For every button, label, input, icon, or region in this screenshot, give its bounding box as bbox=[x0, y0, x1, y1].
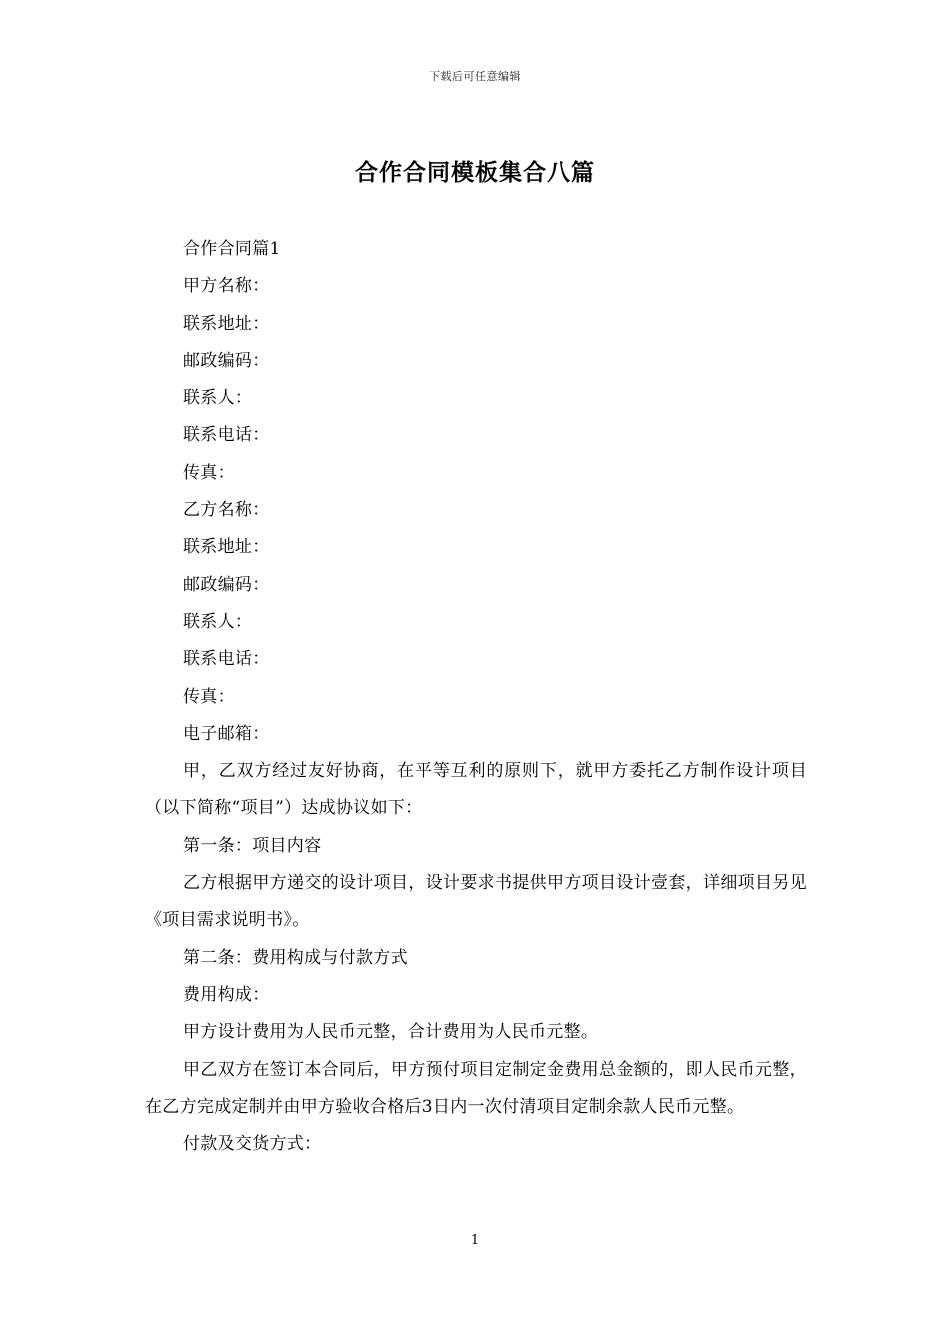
party-b-address-field: 联系地址： bbox=[183, 537, 270, 558]
document-title: 合作合同模板集合八篇 bbox=[355, 160, 595, 186]
section-heading: 合作合同篇1 bbox=[183, 239, 281, 259]
cost-structure-heading: 费用构成： bbox=[183, 984, 270, 1005]
payment-delivery-heading: 付款及交货方式： bbox=[183, 1134, 322, 1155]
party-a-fax-field: 传真： bbox=[183, 462, 235, 483]
party-a-address-field: 联系地址： bbox=[183, 313, 270, 334]
agreement-intro-paragraph: 甲，乙双方经过友好协商，在平等互利的原则下，就甲方委托乙方制作设计项目（以下简称“项目”）达成协议如下： bbox=[145, 761, 807, 819]
party-b-name-field: 乙方名称： bbox=[183, 500, 270, 521]
party-a-contact-field: 联系人： bbox=[183, 388, 253, 409]
cost-paragraph: 甲方设计费用为人民币元整，合计费用为人民币元整。 bbox=[183, 1022, 599, 1043]
party-b-contact-field: 联系人： bbox=[183, 611, 253, 632]
party-b-fax-field: 传真： bbox=[183, 686, 235, 707]
party-a-postcode-field: 邮政编码： bbox=[183, 350, 270, 371]
article-1-heading: 第一条：项目内容 bbox=[183, 835, 322, 856]
party-a-name-field: 甲方名称： bbox=[183, 276, 270, 297]
party-a-phone-field: 联系电话： bbox=[183, 425, 270, 446]
party-b-phone-field: 联系电话： bbox=[183, 649, 270, 670]
page-number: 1 bbox=[470, 1233, 480, 1248]
header-note: 下载后可任意编辑 bbox=[429, 70, 521, 83]
article-1-paragraph: 乙方根据甲方递交的设计项目，设计要求书提供甲方项目设计壹套，详细项目另见《项目需求说明书》。 bbox=[145, 873, 807, 931]
party-b-email-field: 电子邮箱： bbox=[183, 723, 270, 744]
document-body bbox=[145, 231, 807, 1163]
payment-terms-paragraph: 甲乙双方在签订本合同后，甲方预付项目定制定金费用总金额的，即人民币元整，在乙方完成定制并由甲方验收合格后3日内一次付清项目定制余款人民币元整。 bbox=[145, 1059, 807, 1117]
party-b-postcode-field: 邮政编码： bbox=[183, 574, 270, 595]
article-2-heading: 第二条：费用构成与付款方式 bbox=[183, 947, 408, 968]
